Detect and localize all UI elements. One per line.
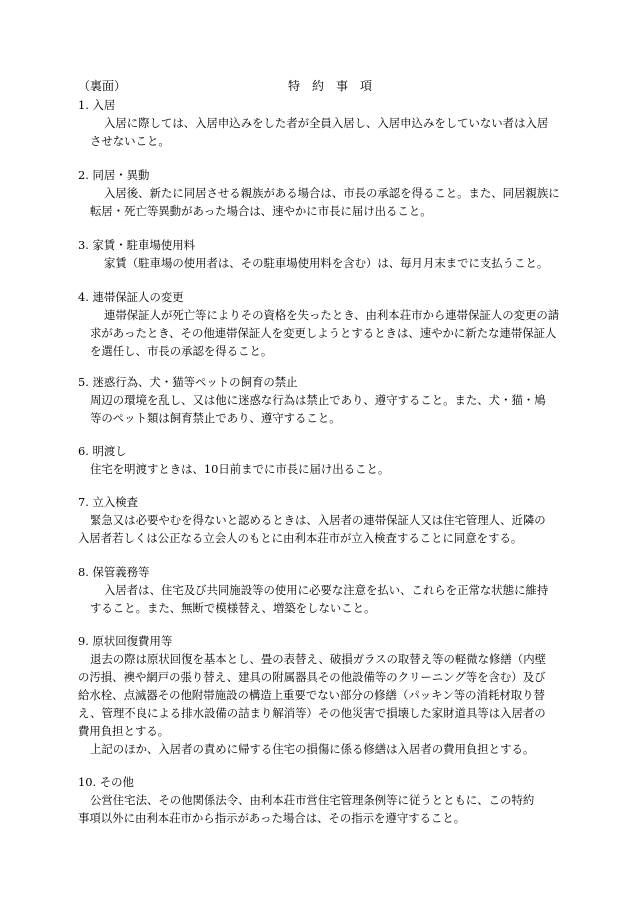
section-text-line: 給水栓、点滅器その他附帯施設の構造上重要でない部分の修繕（パッキン等の消耗材取り替 <box>78 688 545 702</box>
section-text-line: 入居者若しくは公正なる立会人のもとに由利本荘市が立入検査することに同意をする。 <box>78 531 523 545</box>
section-text-line: すること。また、無断で模様替え、増築をしないこと。 <box>90 601 376 615</box>
page-header <box>0 77 630 95</box>
section-text-line: 入居後、新たに同居させる親族がある場合は、市長の承認を得ること。また、同居親族に <box>104 186 560 200</box>
section-text-line: 周辺の環境を乱し、又は他に迷惑な行為は禁止であり、遵守すること。また、犬・猫・鳩 <box>90 393 546 407</box>
section-text-line: 住宅を明渡すときは、10日前までに市長に届け出ること。 <box>90 462 390 476</box>
section-title: 8. 保管義務等 <box>78 565 150 579</box>
section-title: 4. 連帯保証人の変更 <box>78 290 184 304</box>
section-title: 1. 入居 <box>78 98 116 112</box>
section-title: 5. 迷惑行為、犬・猫等ペットの飼育の禁止 <box>78 375 298 389</box>
section-text-line: させないこと。 <box>90 134 170 148</box>
section-title: 6. 明渡し <box>78 444 127 458</box>
section-title: 9. 原状回復費用等 <box>78 634 173 648</box>
section-title: 7. 立入検査 <box>78 495 139 509</box>
section-text-line: 費用負担とする。 <box>78 724 170 738</box>
section-text-line: の汚損、襖や網戸の張り替え、建具の附属器具その他設備等のクリーニング等を含む）及び <box>78 670 546 684</box>
section-text-line: 公営住宅法、その他関係法令、由利本荘市営住宅管理条例等に従うとともに、この特約 <box>90 793 535 807</box>
section-text-line: 求があったとき、その他連帯保証人を変更しようとするときは、速やかに新たな連帯保証人 <box>90 326 557 340</box>
section-text-line: 上記のほか、入居者の責めに帰する住宅の損傷に係る修繕は入居者の費用負担とする。 <box>90 742 535 756</box>
section-title: 10. その他 <box>78 775 134 789</box>
page-title: 特約事項 <box>288 79 385 93</box>
back-side-label: （裏面） <box>78 79 127 93</box>
section-text-line: 入居者は、住宅及び共同施設等の使用に必要な注意を払い、これらを正常な状態に維持 <box>104 583 549 597</box>
section-title: 2. 同居・異動 <box>78 168 150 182</box>
section-text-line: 等のペット類は飼育禁止であり、遵守すること。 <box>90 411 341 425</box>
section-text-line: 事項以外に由利本荘市から指示があった場合は、その指示を遵守すること。 <box>78 811 466 825</box>
section-text-line: 連帯保証人が死亡等によりその資格を失ったとき、由利本荘市から連帯保証人の変更の請 <box>104 308 560 322</box>
section-text-line: を選任し、市長の承認を得ること。 <box>90 344 273 358</box>
section-text-line: 家賃（駐車場の使用者は、その駐車場使用料を含む）は、毎月月末までに支払うこと。 <box>104 256 549 270</box>
section-text-line: 退去の際は原状回復を基本とし、畳の表替え、破損ガラスの取替え等の軽微な修繕（内壁 <box>90 652 546 666</box>
section-text-line: え、管理不良による排水設備の詰まり解消等）その他災害で損壊した家財道具等は入居者の <box>78 706 546 720</box>
section-text-line: 緊急又は必要やむを得ないと認めるときは、入居者の連帯保証人又は住宅管理人、近隣の <box>90 513 546 527</box>
section-text-line: 転居・死亡等異動があった場合は、速やかに市長に届け出ること。 <box>90 204 432 218</box>
section-text-line: 入居に際しては、入居申込みをした者が全員入居し、入居申込みをしていない者は入居 <box>104 116 549 130</box>
section-title: 3. 家賃・駐車場使用料 <box>78 238 196 252</box>
